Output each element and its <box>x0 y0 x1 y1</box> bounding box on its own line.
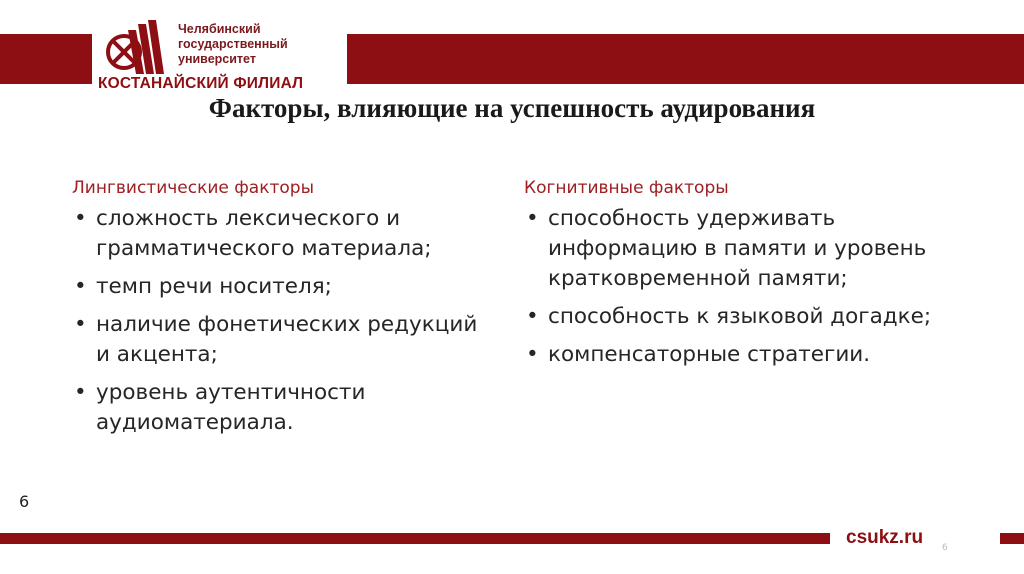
header-bar-left <box>0 34 92 84</box>
university-name-line: университет <box>178 52 256 66</box>
list-item: • темп речи носителя; <box>72 272 492 302</box>
header-bar-right <box>347 34 1024 84</box>
list-item: • наличие фонетических редукций и акцента; <box>72 310 492 370</box>
site-url[interactable]: csukz.ru <box>846 527 924 548</box>
footer-bar-right <box>1000 533 1024 544</box>
list-item: • способность к языковой догадке; <box>524 302 944 332</box>
small-page-number: 6 <box>942 543 948 553</box>
bullet-list <box>524 204 944 370</box>
university-logo <box>96 12 346 102</box>
university-name-line: Челябинский <box>178 22 261 36</box>
list-item: • уровень аутентичности аудиоматериала. <box>72 378 492 438</box>
cognitive-factors-column <box>524 178 944 378</box>
university-name-line: государственный <box>178 37 288 51</box>
column-heading: Лингвистические факторы <box>72 178 315 198</box>
university-name <box>178 22 288 67</box>
list-item: • сложность лексического и грамматического материала; <box>72 204 492 264</box>
branch-name: КОСТАНАЙСКИЙ ФИЛИАЛ <box>98 75 304 92</box>
bullet-list <box>72 204 492 438</box>
column-heading: Когнитивные факторы <box>524 178 729 198</box>
list-item: • компенсаторные стратегии. <box>524 340 944 370</box>
slide-title: Факторы, влияющие на успешность аудирования <box>208 93 816 123</box>
university-logo-icon <box>102 18 166 82</box>
page-number: 6 <box>19 492 30 511</box>
linguistic-factors-column <box>72 178 492 446</box>
list-item: • способность удерживать информацию в памяти и уровень кратковременной памяти; <box>524 204 944 294</box>
footer-bar-left <box>0 533 830 544</box>
